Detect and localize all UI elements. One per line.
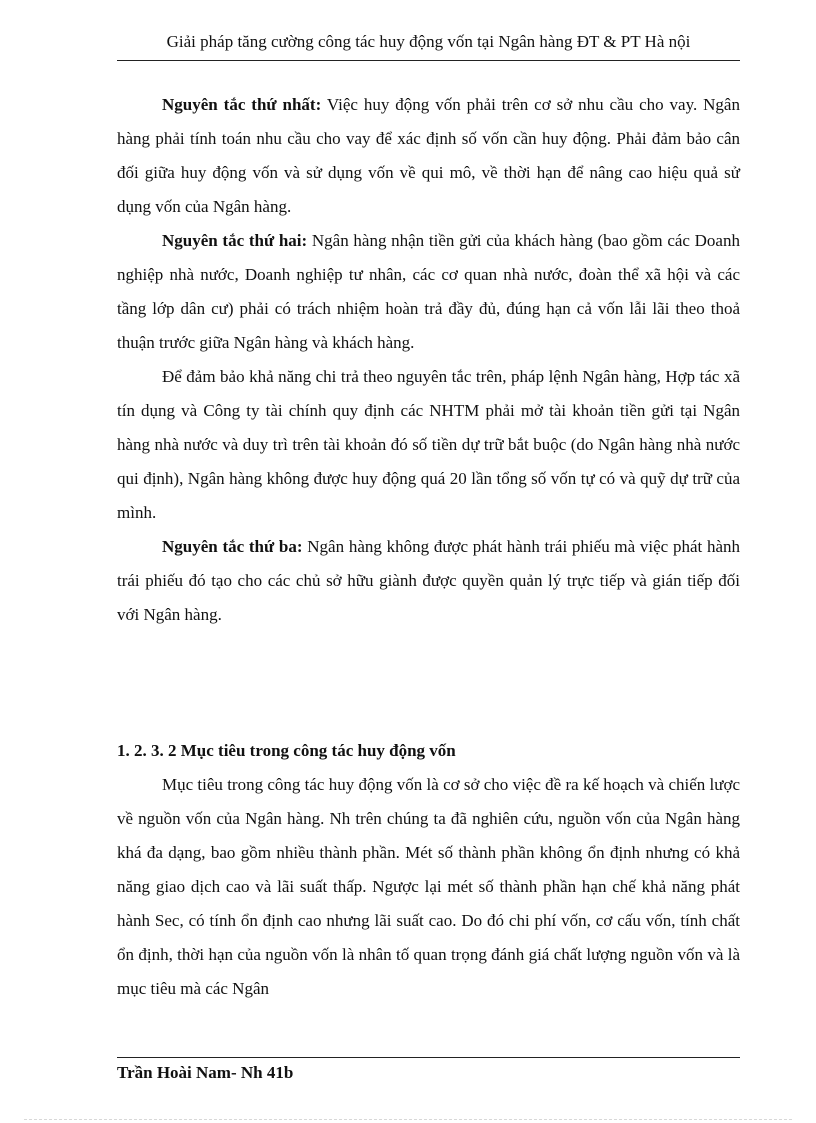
page-header: Giải pháp tăng cường công tác huy động vốn tại Ngân hàng ĐT & PT Hà nội bbox=[166, 32, 691, 51]
paragraph-lead: Nguyên tắc thứ ba: bbox=[162, 537, 303, 556]
section-heading: 1. 2. 3. 2 Mục tiêu trong công tác huy động vốn bbox=[117, 741, 456, 760]
section-paragraph: Mục tiêu trong công tác huy động vốn là cơ sở cho việc đề ra kế hoạch và chiến lược về nguồn vốn của Ngân hàng. Nh trên chúng ta đã nghiên cứu, nguồn vốn của Ngân hàng khá đa dạng, bao gồm nhiều thành phần. Mét số thành phần không ổn định nhưng có khả năng giao dịch cao và lãi suất thấp. Ngược lại mét số thành phần hạn chế khả năng phát hành Sec, có tính ổn định cao nhưng lãi suất cao. Do đó chi phí vốn, cơ cấu vốn, tính chất ổn định, thời hạn của nguồn vốn là nhân tố quan trọng đánh giá chất lượng nguồn vốn và là mục tiêu mà các Ngân bbox=[117, 775, 740, 998]
paragraph-principle-3 bbox=[117, 530, 740, 632]
page-edge bbox=[24, 1119, 792, 1120]
paragraph-text: Ngân hàng không được phát hành trái phiếu mà việc phát hành trái phiếu đó tạo cho các chủ sở hữu giành được quyền quản lý trực tiếp và gián tiếp đối với Ngân hàng. bbox=[117, 537, 740, 624]
header-divider bbox=[117, 60, 740, 61]
footer-divider bbox=[117, 1057, 740, 1058]
paragraph-text: Ngân hàng nhận tiền gửi của khách hàng (bao gồm các Doanh nghiệp nhà nước, Doanh nghiệp tư nhân, các cơ quan nhà nước, đoàn thể xã hội và các tầng lớp dân cư) phải có trách nhiệm hoàn trả đầy đủ, đúng hạn cả vốn lẫi lãi theo thoả thuận trước giữa Ngân hàng và khách hàng. bbox=[117, 231, 740, 352]
paragraph-lead: Nguyên tắc thứ nhất: bbox=[162, 95, 322, 114]
section-spacer bbox=[117, 632, 740, 734]
footer-author: Trần Hoài Nam- Nh 41b bbox=[117, 1063, 294, 1082]
paragraph-lead: Nguyên tắc thứ hai: bbox=[162, 231, 308, 250]
paragraph-text: Để đảm bảo khả năng chi trả theo nguyên tắc trên, pháp lệnh Ngân hàng, Hợp tác xã tín dụng và Công ty tài chính quy định các NHTM phải mở tài khoản tiền gửi tại Ngân hàng nhà nước và duy trì trên tài khoản đó số tiền dự trữ bắt buộc (do Ngân hàng nhà nước qui định), Ngân hàng không được huy động quá 20 lần tổng số vốn tự có và quỹ dự trữ của mình. bbox=[117, 367, 740, 522]
paragraph-reserve bbox=[117, 360, 740, 530]
document-body bbox=[117, 88, 740, 1006]
paragraph-principle-2 bbox=[117, 224, 740, 360]
paragraph-principle-1 bbox=[117, 88, 740, 224]
paragraph-text: Việc huy động vốn phải trên cơ sở nhu cầu cho vay. Ngân hàng phải tính toán nhu cầu cho vay để xác định số vốn cần huy động. Phải đảm bảo cân đối giữa huy động vốn và sử dụng vốn về qui mô, về thời hạn để nâng cao hiệu quả sử dụng vốn của Ngân hàng. bbox=[117, 95, 740, 216]
